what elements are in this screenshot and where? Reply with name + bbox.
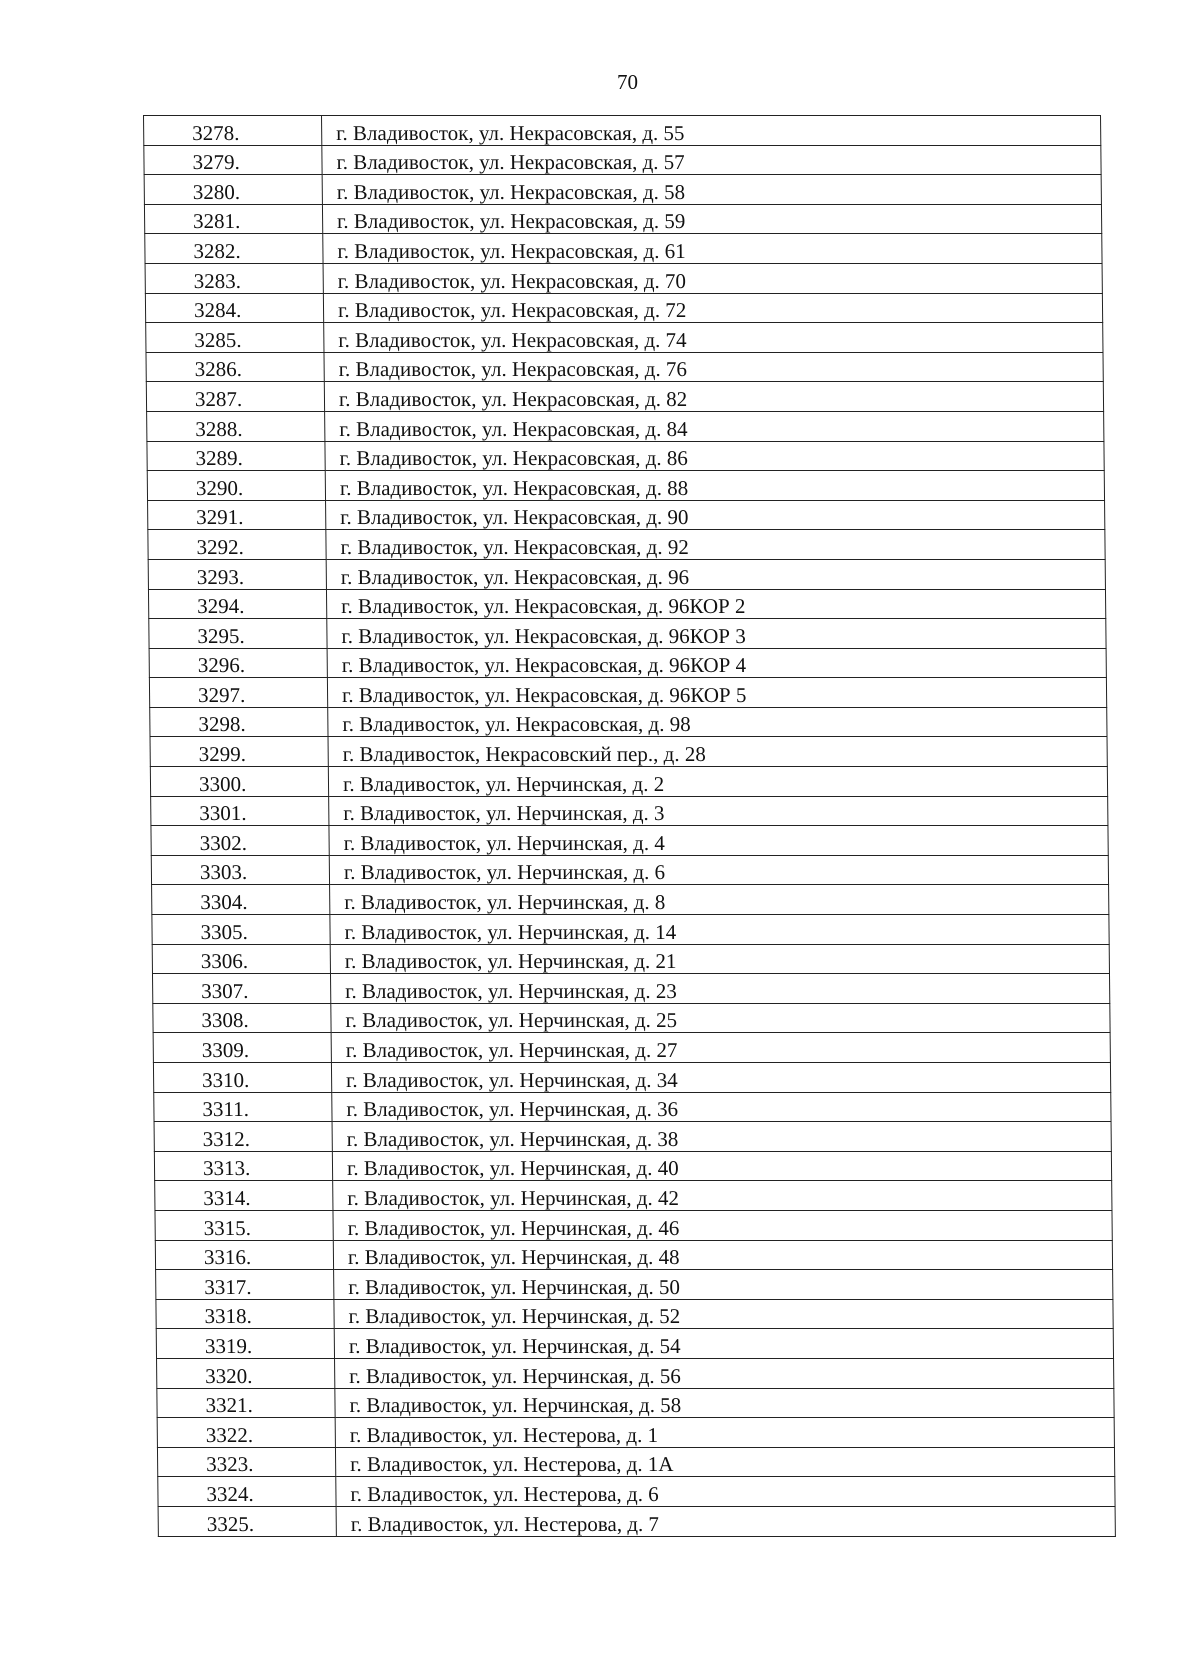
table-row <box>146 323 1103 353</box>
table-row <box>152 974 1109 1004</box>
table-row <box>149 678 1106 708</box>
row-number: 3285. <box>146 323 324 353</box>
row-number: 3316. <box>155 1240 333 1270</box>
table-row <box>156 1329 1113 1359</box>
table-row <box>148 530 1105 560</box>
row-number: 3286. <box>146 352 324 382</box>
table-row <box>146 382 1103 412</box>
row-number: 3301. <box>151 796 329 826</box>
row-number: 3310. <box>153 1063 331 1093</box>
row-address: г. Владивосток, ул. Некрасовская, д. 70 <box>323 263 1102 293</box>
row-address: г. Владивосток, ул. Нерчинская, д. 40 <box>332 1151 1111 1181</box>
table-row <box>144 175 1101 205</box>
table-row <box>150 737 1107 767</box>
table-row <box>155 1210 1112 1240</box>
row-address: г. Владивосток, ул. Нерчинская, д. 50 <box>334 1270 1113 1300</box>
table-row <box>148 559 1105 589</box>
row-number: 3288. <box>147 411 325 441</box>
row-number: 3295. <box>149 619 327 649</box>
row-number: 3321. <box>157 1388 335 1418</box>
address-table <box>143 115 1116 1537</box>
row-address: г. Владивосток, ул. Некрасовская, д. 98 <box>328 707 1107 737</box>
row-address: г. Владивосток, ул. Нерчинская, д. 46 <box>333 1210 1112 1240</box>
table-row <box>149 619 1106 649</box>
row-number: 3325. <box>158 1506 336 1536</box>
row-address: г. Владивосток, ул. Некрасовская, д. 96КОР 5 <box>327 678 1106 708</box>
row-number: 3298. <box>150 707 328 737</box>
table-row <box>154 1122 1111 1152</box>
row-number: 3284. <box>145 293 323 323</box>
row-number: 3309. <box>153 1033 331 1063</box>
row-number: 3302. <box>151 826 329 856</box>
row-address: г. Владивосток, ул. Некрасовская, д. 55 <box>322 116 1101 146</box>
table-row <box>152 944 1109 974</box>
table-row <box>145 234 1102 264</box>
row-address: г. Владивосток, ул. Нерчинская, д. 2 <box>328 767 1107 797</box>
row-address: г. Владивосток, Некрасовский пер., д. 28 <box>328 737 1107 767</box>
row-number: 3304. <box>152 885 330 915</box>
address-table-body <box>144 116 1116 1537</box>
row-number: 3280. <box>144 175 322 205</box>
table-row <box>158 1506 1115 1536</box>
row-address: г. Владивосток, ул. Нестерова, д. 1А <box>335 1447 1114 1477</box>
table-row <box>156 1299 1113 1329</box>
row-number: 3296. <box>149 648 327 678</box>
table-row <box>151 826 1108 856</box>
row-address: г. Владивосток, ул. Некрасовская, д. 84 <box>325 411 1104 441</box>
table-row <box>155 1181 1112 1211</box>
row-number: 3287. <box>146 382 324 412</box>
row-number: 3281. <box>144 204 322 234</box>
table-row <box>152 915 1109 945</box>
table-row <box>145 263 1102 293</box>
row-number: 3312. <box>154 1122 332 1152</box>
row-address: г. Владивосток, ул. Нерчинская, д. 48 <box>333 1240 1112 1270</box>
row-address: г. Владивосток, ул. Некрасовская, д. 82 <box>324 382 1103 412</box>
row-address: г. Владивосток, ул. Нерчинская, д. 52 <box>334 1299 1113 1329</box>
row-number: 3314. <box>155 1181 333 1211</box>
row-number: 3291. <box>148 500 326 530</box>
row-address: г. Владивосток, ул. Нерчинская, д. 23 <box>330 974 1109 1004</box>
table-row <box>152 885 1109 915</box>
row-address: г. Владивосток, ул. Некрасовская, д. 58 <box>322 175 1101 205</box>
row-address: г. Владивосток, ул. Нерчинская, д. 14 <box>330 915 1109 945</box>
row-address: г. Владивосток, ул. Некрасовская, д. 90 <box>326 500 1105 530</box>
table-row <box>157 1358 1114 1388</box>
table-row <box>147 471 1104 501</box>
row-number: 3306. <box>152 944 330 974</box>
table-row <box>157 1447 1114 1477</box>
row-number: 3290. <box>147 471 325 501</box>
table-row <box>147 441 1104 471</box>
table-row <box>157 1388 1114 1418</box>
table-row <box>151 855 1108 885</box>
row-address: г. Владивосток, ул. Нерчинская, д. 34 <box>331 1063 1110 1093</box>
row-address: г. Владивосток, ул. Нерчинская, д. 21 <box>330 944 1109 974</box>
row-address: г. Владивосток, ул. Некрасовская, д. 86 <box>325 441 1104 471</box>
table-row <box>148 589 1105 619</box>
row-number: 3318. <box>156 1299 334 1329</box>
table-row <box>153 1033 1110 1063</box>
row-number: 3320. <box>157 1358 335 1388</box>
table-row <box>146 352 1103 382</box>
row-address: г. Владивосток, ул. Нерчинская, д. 25 <box>331 1003 1110 1033</box>
row-address: г. Владивосток, ул. Нерчинская, д. 42 <box>333 1181 1112 1211</box>
row-address: г. Владивосток, ул. Нерчинская, д. 27 <box>331 1033 1110 1063</box>
table-row <box>151 796 1108 826</box>
row-address: г. Владивосток, ул. Некрасовская, д. 76 <box>324 352 1103 382</box>
row-address: г. Владивосток, ул. Некрасовская, д. 61 <box>323 234 1102 264</box>
row-address: г. Владивосток, ул. Нестерова, д. 1 <box>335 1418 1114 1448</box>
table-row <box>149 648 1106 678</box>
table-row <box>157 1418 1114 1448</box>
table-row <box>155 1240 1112 1270</box>
row-address: г. Владивосток, ул. Некрасовская, д. 74 <box>324 323 1103 353</box>
row-number: 3283. <box>145 263 323 293</box>
row-number: 3324. <box>158 1477 336 1507</box>
row-number: 3294. <box>148 589 326 619</box>
table-row <box>144 145 1101 175</box>
row-number: 3300. <box>150 767 328 797</box>
row-number: 3311. <box>154 1092 332 1122</box>
row-address: г. Владивосток, ул. Нерчинская, д. 3 <box>329 796 1108 826</box>
row-address: г. Владивосток, ул. Некрасовская, д. 96 <box>326 559 1105 589</box>
row-number: 3305. <box>152 915 330 945</box>
table-row <box>154 1092 1111 1122</box>
table-row <box>156 1270 1113 1300</box>
page-number: 70 <box>617 70 638 94</box>
row-address: г. Владивосток, ул. Нерчинская, д. 58 <box>335 1388 1114 1418</box>
table-row <box>150 767 1107 797</box>
row-number: 3297. <box>149 678 327 708</box>
row-address: г. Владивосток, ул. Нерчинская, д. 4 <box>329 826 1108 856</box>
row-number: 3293. <box>148 559 326 589</box>
row-address: г. Владивосток, ул. Некрасовская, д. 92 <box>326 530 1105 560</box>
table-row <box>158 1477 1115 1507</box>
row-number: 3307. <box>152 974 330 1004</box>
row-address: г. Владивосток, ул. Нерчинская, д. 38 <box>332 1122 1111 1152</box>
row-address: г. Владивосток, ул. Нерчинская, д. 56 <box>335 1358 1114 1388</box>
row-number: 3292. <box>148 530 326 560</box>
row-number: 3322. <box>157 1418 335 1448</box>
row-number: 3315. <box>155 1210 333 1240</box>
row-number: 3282. <box>145 234 323 264</box>
row-address: г. Владивосток, ул. Некрасовская, д. 96КОР 4 <box>327 648 1106 678</box>
row-address: г. Владивосток, ул. Нестерова, д. 6 <box>336 1477 1115 1507</box>
row-address: г. Владивосток, ул. Некрасовская, д. 96КОР 3 <box>327 619 1106 649</box>
table-row <box>153 1063 1110 1093</box>
row-address: г. Владивосток, ул. Некрасовская, д. 96КОР 2 <box>326 589 1105 619</box>
row-number: 3319. <box>156 1329 334 1359</box>
row-number: 3308. <box>153 1003 331 1033</box>
table-row <box>150 707 1107 737</box>
row-number: 3289. <box>147 441 325 471</box>
table-row <box>153 1003 1110 1033</box>
row-number: 3313. <box>154 1151 332 1181</box>
row-address: г. Владивосток, ул. Нестерова, д. 7 <box>336 1506 1115 1536</box>
row-number: 3279. <box>144 145 322 175</box>
table-row <box>148 500 1105 530</box>
row-address: г. Владивосток, ул. Нерчинская, д. 8 <box>330 885 1109 915</box>
table-row <box>145 293 1102 323</box>
table-row <box>144 116 1101 146</box>
row-address: г. Владивосток, ул. Нерчинская, д. 54 <box>334 1329 1113 1359</box>
row-number: 3317. <box>156 1270 334 1300</box>
table-row <box>147 411 1104 441</box>
row-number: 3303. <box>151 855 329 885</box>
row-address: г. Владивосток, ул. Некрасовская, д. 72 <box>323 293 1102 323</box>
row-address: г. Владивосток, ул. Некрасовская, д. 59 <box>322 204 1101 234</box>
row-address: г. Владивосток, ул. Некрасовская, д. 88 <box>325 471 1104 501</box>
row-number: 3278. <box>144 116 322 146</box>
row-address: г. Владивосток, ул. Нерчинская, д. 36 <box>332 1092 1111 1122</box>
row-address: г. Владивосток, ул. Некрасовская, д. 57 <box>322 145 1101 175</box>
table-row <box>154 1151 1111 1181</box>
row-number: 3323. <box>157 1447 335 1477</box>
row-number: 3299. <box>150 737 328 767</box>
row-address: г. Владивосток, ул. Нерчинская, д. 6 <box>329 855 1108 885</box>
table-row <box>144 204 1101 234</box>
